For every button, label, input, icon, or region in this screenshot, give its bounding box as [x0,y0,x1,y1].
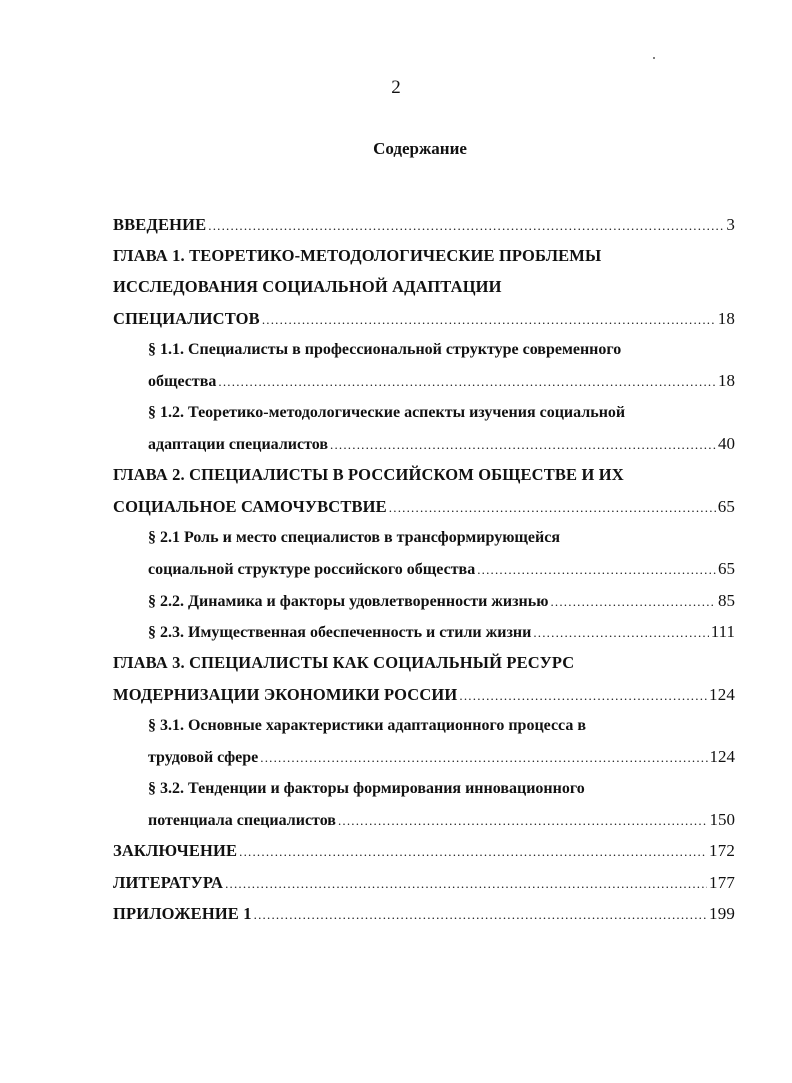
leader-dots [225,871,707,897]
toc-page-number: 65 [717,497,735,516]
toc-page-number: 3 [726,215,735,234]
leader-dots [208,213,724,239]
toc-page-number: 111 [710,622,735,641]
leader-dots [218,369,716,395]
toc-entry-text: § 1.1. Специалисты в профессиональной структуре современного [148,341,622,358]
toc-entry-section-1-2-end[interactable] [148,431,735,457]
toc-entry-text: ЛИТЕРАТУРА [113,873,224,892]
toc-entry-text: § 1.2. Теоретико-методологические аспекты изучения социальной [148,404,626,421]
toc-entry-chapter-2-end[interactable] [113,494,735,520]
toc-entry-appendix-1[interactable] [113,901,735,927]
toc-entry-text: ГЛАВА 2. СПЕЦИАЛИСТЫ В РОССИЙСКОМ ОБЩЕСТВЕ И ИХ [113,465,624,484]
leader-dots [239,839,707,865]
toc-page-number: 18 [717,309,735,328]
toc-entry-text: ИССЛЕДОВАНИЯ СОЦИАЛЬНОЙ АДАПТАЦИИ [113,277,502,296]
toc-entry-chapter-1[interactable] [113,243,735,269]
toc-entry-text: СОЦИАЛЬНОЕ САМОЧУВСТВИЕ [113,497,387,516]
toc-entry-section-2-3[interactable] [148,619,735,645]
toc-entry-section-3-2[interactable] [148,776,735,802]
toc-entry-text: ЗАКЛЮЧЕНИЕ [113,841,238,860]
toc-page-number: 18 [718,371,735,390]
toc-entry-chapter-3-end[interactable] [113,682,735,708]
leader-dots [477,557,716,583]
leader-dots [550,589,716,615]
toc-entry-text: § 3.2. Тенденции и факторы формирования инновационного [148,780,585,797]
leader-dots [262,307,716,333]
toc-entry-text: § 2.3. Имущественная обеспеченность и стили жизни [148,624,532,641]
toc-entry-text: социальной структуре российского общества [148,561,476,578]
toc-page-number: 65 [718,559,735,578]
toc-entry-chapter-2[interactable] [113,462,735,488]
toc-entry-text: § 2.2. Динамика и факторы удовлетворенности жизнью [148,593,549,610]
toc-page-number: 177 [709,873,735,892]
leader-dots [459,683,707,709]
toc-entry-introduction[interactable] [113,212,735,238]
toc-entry-conclusion[interactable] [113,838,735,864]
toc-entry-text: адаптации специалистов [148,436,328,453]
toc-page-number: 124 [709,747,735,766]
toc-entry-text: § 3.1. Основные характеристики адаптационного процесса в [148,717,586,734]
toc-entry-text: ВВЕДЕНИЕ [113,215,207,234]
toc-page-number: 124 [709,685,735,704]
page-number: 2 [391,77,401,98]
toc-entry-section-2-1[interactable] [148,525,735,551]
toc-entry-section-1-1-end[interactable] [148,368,735,394]
toc-entry-text: СПЕЦИАЛИСТОВ [113,309,260,328]
leader-dots [260,745,707,771]
leader-dots [254,902,707,928]
toc-page-number: 85 [718,591,735,610]
toc-page-number: 172 [709,841,735,860]
toc-entry-text: ПРИЛОЖЕНИЕ 1 [113,904,252,923]
toc-entry-section-2-1-end[interactable] [148,556,735,582]
toc-entry-section-3-1[interactable] [148,713,735,739]
toc-entry-text: трудовой сфере [148,749,259,766]
toc-entry-chapter-1-end[interactable] [113,306,735,332]
toc-entry-text: потенциала специалистов [148,812,336,829]
leader-dots [338,808,708,834]
leader-dots [330,432,716,458]
toc-page-number: 40 [718,434,735,453]
toc-page-number: 150 [709,810,735,829]
toc-entry-section-1-1[interactable] [148,337,735,363]
toc-entry-text: § 2.1 Роль и место специалистов в трансформирующейся [148,529,560,546]
toc-entry-section-3-1-end[interactable] [148,744,735,770]
toc-title: Содержание [373,139,467,158]
leader-dots [389,495,716,521]
toc-entry-chapter-1-cont[interactable] [113,274,735,300]
toc-entry-literature[interactable] [113,870,735,896]
leader-dots [533,620,708,646]
toc-entry-text: МОДЕРНИЗАЦИИ ЭКОНОМИКИ РОССИИ [113,685,458,704]
toc-entry-section-1-2[interactable] [148,400,735,426]
scan-speck [653,57,655,59]
toc-entry-text: общества [148,373,217,390]
toc-entry-section-3-2-end[interactable] [148,807,735,833]
toc-page-number: 199 [709,904,735,923]
toc-entry-text: ГЛАВА 1. ТЕОРЕТИКО-МЕТОДОЛОГИЧЕСКИЕ ПРОБЛЕМЫ [113,246,602,265]
toc-entry-chapter-3[interactable] [113,650,735,676]
toc-entry-section-2-2[interactable] [148,588,735,614]
toc-entry-text: ГЛАВА 3. СПЕЦИАЛИСТЫ КАК СОЦИАЛЬНЫЙ РЕСУРС [113,653,575,672]
